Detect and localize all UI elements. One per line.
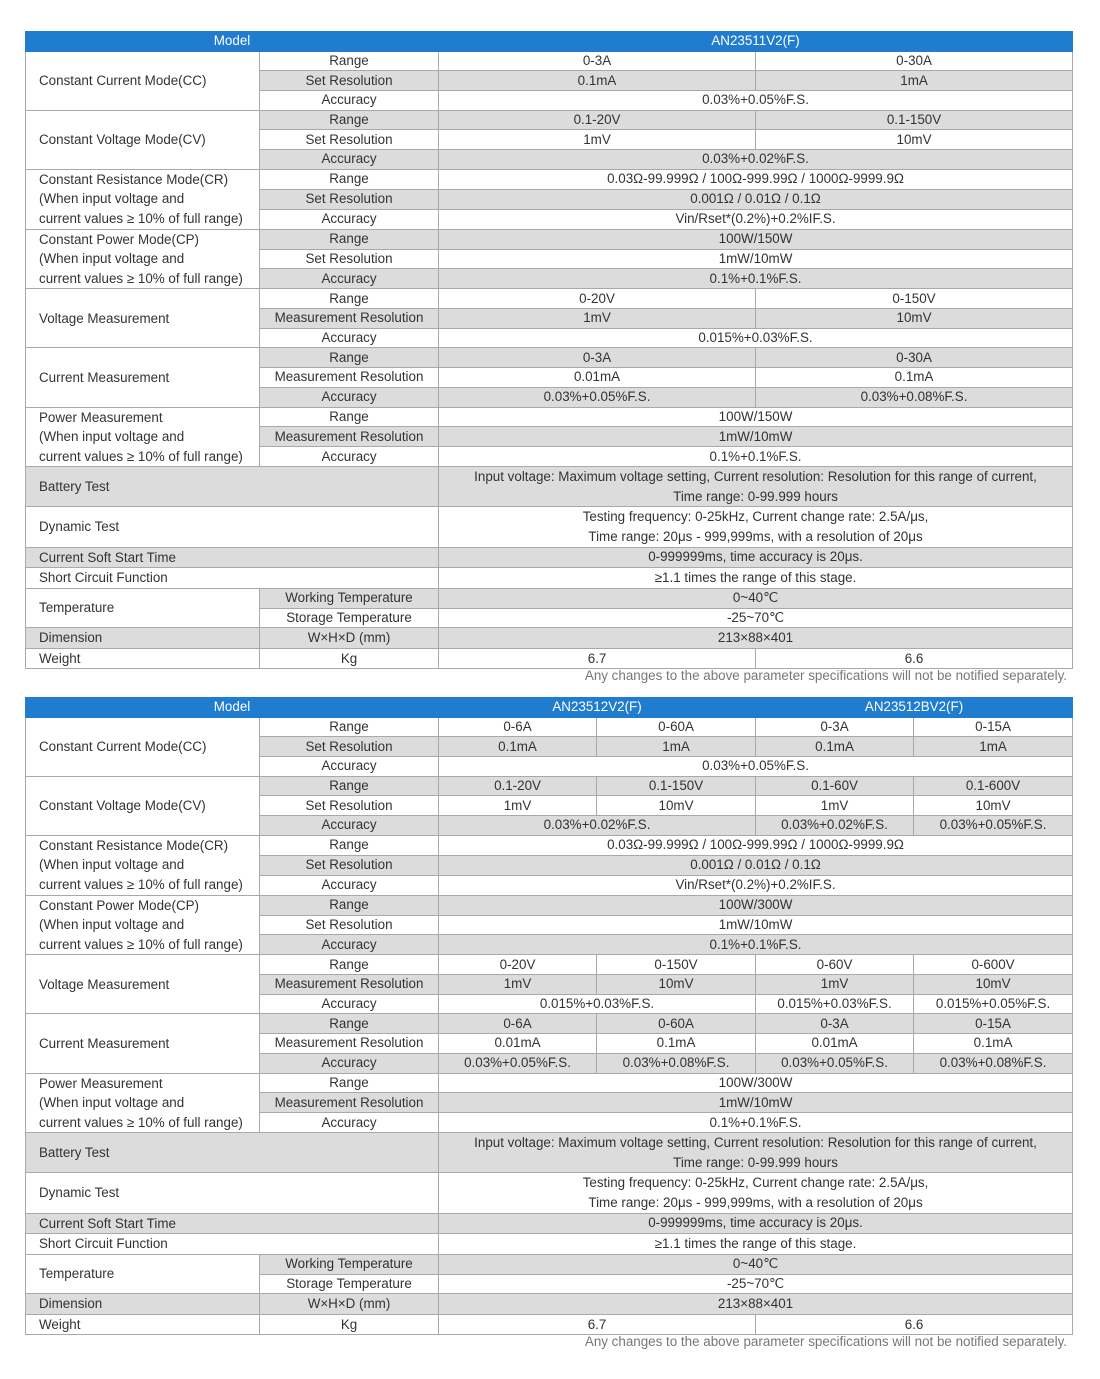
param-label: Set Resolution bbox=[260, 71, 439, 91]
row-category bbox=[26, 1073, 260, 1133]
param-label: Measurement Resolution bbox=[260, 368, 439, 388]
model-label: Model bbox=[26, 32, 439, 52]
value-cell: 0-20V bbox=[439, 289, 756, 309]
table-row bbox=[26, 547, 1073, 568]
value-cell: 0.1mA bbox=[756, 737, 914, 757]
param-label: Range bbox=[260, 169, 439, 189]
param-label: Working Temperature bbox=[260, 588, 439, 608]
row-category: Weight bbox=[26, 648, 260, 669]
table-row bbox=[26, 717, 1073, 737]
category-line: Constant Resistance Mode(CR) bbox=[39, 171, 229, 187]
value-cell: 10mV bbox=[756, 130, 1073, 150]
param-label: Accuracy bbox=[260, 816, 439, 836]
table-row bbox=[26, 1173, 1073, 1213]
value-cell: 0.015%+0.03%F.S. bbox=[439, 328, 1073, 348]
value-cell: 213×88×401 bbox=[439, 628, 1073, 649]
value-cell: 0.03%+0.05%F.S. bbox=[756, 1053, 914, 1073]
table-row bbox=[26, 1133, 1073, 1173]
value-cell bbox=[439, 467, 1073, 507]
value-cell: 10mV bbox=[756, 309, 1073, 329]
table-row bbox=[26, 1073, 1073, 1093]
table-row bbox=[26, 628, 1073, 649]
value-cell: 10mV bbox=[597, 796, 756, 816]
table-row bbox=[26, 1294, 1073, 1315]
value-cell: 0-20V bbox=[439, 955, 597, 975]
table-header-row bbox=[26, 698, 1073, 718]
value-cell: 0.03%+0.02%F.S. bbox=[439, 816, 756, 836]
value-cell bbox=[439, 507, 1073, 547]
param-label: Accuracy bbox=[260, 994, 439, 1014]
value-cell: 0-60A bbox=[597, 1014, 756, 1034]
param-label: W×H×D (mm) bbox=[260, 628, 439, 649]
value-cell: 0.1mA bbox=[914, 1034, 1073, 1054]
param-label: Accuracy bbox=[260, 757, 439, 777]
value-cell: 0.1-150V bbox=[756, 110, 1073, 130]
value-cell: 0-3A bbox=[439, 348, 756, 368]
value-cell: 6.6 bbox=[756, 1314, 1073, 1335]
value-cell: 0.03%+0.05%F.S. bbox=[439, 757, 1073, 777]
row-category: Short Circuit Function bbox=[26, 568, 439, 589]
value-cell: 0-60V bbox=[756, 955, 914, 975]
row-category: Battery Test bbox=[26, 467, 439, 507]
category-line: (When input voltage and bbox=[39, 917, 185, 933]
value-cell: 0.1mA bbox=[756, 368, 1073, 388]
value-cell: 10mV bbox=[914, 975, 1073, 995]
table-row bbox=[26, 507, 1073, 547]
value-cell: 0.1-20V bbox=[439, 110, 756, 130]
param-label: Range bbox=[260, 1014, 439, 1034]
category-line: current values ≥ 10% of full range) bbox=[39, 270, 243, 286]
table-row bbox=[26, 955, 1073, 975]
table-row bbox=[26, 588, 1073, 608]
table-row bbox=[26, 895, 1073, 915]
disclaimer-note: Any changes to the above parameter specifications will not be notified separately. bbox=[584, 668, 1067, 683]
category-line: Power Measurement bbox=[39, 1075, 163, 1091]
model-name: AN23511V2(F) bbox=[439, 32, 1073, 52]
param-label: Kg bbox=[260, 1314, 439, 1335]
param-label: Accuracy bbox=[260, 387, 439, 407]
param-label: Storage Temperature bbox=[260, 608, 439, 628]
table-row bbox=[26, 568, 1073, 589]
value-cell: 100W/150W bbox=[439, 407, 1073, 427]
value-cell: 0.1mA bbox=[597, 1034, 756, 1054]
value-cell: Vin/Rset*(0.2%)+0.2%IF.S. bbox=[439, 875, 1073, 895]
value-cell: 100W/150W bbox=[439, 229, 1073, 249]
value-cell: 0.03%+0.08%F.S. bbox=[914, 1053, 1073, 1073]
value-cell: 1mW/10mW bbox=[439, 915, 1073, 935]
table-row bbox=[26, 1213, 1073, 1234]
value-cell: 1mW/10mW bbox=[439, 427, 1073, 447]
value-cell: 0-999999ms, time accuracy is 20μs. bbox=[439, 547, 1073, 568]
category-line: current values ≥ 10% of full range) bbox=[39, 448, 243, 464]
row-category: Current Measurement bbox=[26, 1014, 260, 1073]
value-cell: 0.03%+0.05%F.S. bbox=[914, 816, 1073, 836]
value-line: Input voltage: Maximum voltage setting, Current resolution: Resolution for this range of current, bbox=[474, 1135, 1037, 1151]
category-line: (When input voltage and bbox=[39, 1095, 185, 1111]
param-label: Set Resolution bbox=[260, 130, 439, 150]
value-cell: 1mA bbox=[597, 737, 756, 757]
category-line: current values ≥ 10% of full range) bbox=[39, 211, 243, 226]
value-cell: 0.03%+0.08%F.S. bbox=[597, 1053, 756, 1073]
row-category: Dimension bbox=[26, 628, 260, 649]
row-category: Temperature bbox=[26, 588, 260, 627]
value-cell bbox=[439, 1173, 1073, 1213]
param-label: Set Resolution bbox=[260, 249, 439, 269]
model-name: AN23512BV2(F) bbox=[756, 698, 1073, 718]
param-label: Range bbox=[260, 955, 439, 975]
row-category bbox=[26, 407, 260, 467]
value-cell: 1mW/10mW bbox=[439, 1093, 1073, 1113]
param-label: Accuracy bbox=[260, 91, 439, 111]
disclaimer-note: Any changes to the above parameter specifications will not be notified separately. bbox=[584, 1334, 1067, 1349]
table-row bbox=[26, 110, 1073, 130]
param-label: Working Temperature bbox=[260, 1254, 439, 1274]
value-cell: 0-3A bbox=[439, 51, 756, 71]
value-cell: 0.03%+0.02%F.S. bbox=[439, 150, 1073, 170]
value-cell: 100W/300W bbox=[439, 895, 1073, 915]
param-label: Accuracy bbox=[260, 209, 439, 229]
value-cell: 0.1mA bbox=[439, 737, 597, 757]
value-cell: 100W/300W bbox=[439, 1073, 1073, 1093]
category-line: Constant Power Mode(CP) bbox=[39, 231, 200, 247]
value-line: Time range: 0-99.999 hours bbox=[673, 488, 838, 504]
param-label: Storage Temperature bbox=[260, 1274, 439, 1294]
value-line: Testing frequency: 0-25kHz, Current change rate: 2.5A/μs, bbox=[582, 1175, 929, 1191]
row-category: Voltage Measurement bbox=[26, 289, 260, 348]
table-row bbox=[26, 289, 1073, 309]
value-cell: 0.1%+0.1%F.S. bbox=[439, 447, 1073, 467]
value-cell: 0.03Ω-99.999Ω / 100Ω-999.99Ω / 1000Ω-9999.9Ω bbox=[439, 169, 1073, 189]
model-name: AN23512V2(F) bbox=[439, 698, 756, 718]
value-cell: 6.7 bbox=[439, 648, 756, 669]
row-category: Voltage Measurement bbox=[26, 955, 260, 1014]
row-category: Current Soft Start Time bbox=[26, 1213, 439, 1234]
param-label: Range bbox=[260, 229, 439, 249]
row-category: Constant Voltage Mode(CV) bbox=[26, 110, 260, 169]
param-label: Range bbox=[260, 717, 439, 737]
value-cell: 0-999999ms, time accuracy is 20μs. bbox=[439, 1213, 1073, 1234]
value-cell: 0-60A bbox=[597, 717, 756, 737]
category-line: current values ≥ 10% of full range) bbox=[39, 1114, 243, 1130]
category-line: (When input voltage and bbox=[39, 191, 185, 207]
value-cell: 0.03%+0.05%F.S. bbox=[439, 1053, 597, 1073]
value-cell: 10mV bbox=[597, 975, 756, 995]
value-cell: 1mV bbox=[756, 796, 914, 816]
value-cell: 0-30A bbox=[756, 348, 1073, 368]
category-line: current values ≥ 10% of full range) bbox=[39, 936, 243, 952]
row-category bbox=[26, 835, 260, 895]
model-label: Model bbox=[26, 698, 439, 718]
param-label: Kg bbox=[260, 648, 439, 669]
value-cell: 0.1%+0.1%F.S. bbox=[439, 1113, 1073, 1133]
value-cell: 0.03%+0.08%F.S. bbox=[756, 387, 1073, 407]
row-category: Dynamic Test bbox=[26, 1173, 439, 1213]
value-cell: 1mV bbox=[439, 796, 597, 816]
param-label: Range bbox=[260, 289, 439, 309]
row-category: Dimension bbox=[26, 1294, 260, 1315]
value-cell: 0-150V bbox=[756, 289, 1073, 309]
value-cell: 0~40℃ bbox=[439, 588, 1073, 608]
table-row bbox=[26, 835, 1073, 855]
value-cell: 0.01mA bbox=[439, 1034, 597, 1054]
value-cell: 6.7 bbox=[439, 1314, 756, 1335]
value-cell: 0.1%+0.1%F.S. bbox=[439, 935, 1073, 955]
param-label: Set Resolution bbox=[260, 796, 439, 816]
table-row bbox=[26, 1234, 1073, 1255]
table-row bbox=[26, 1254, 1073, 1274]
category-line: (When input voltage and bbox=[39, 251, 185, 267]
value-cell: 0.03Ω-99.999Ω / 100Ω-999.99Ω / 1000Ω-9999.9Ω bbox=[439, 835, 1073, 855]
row-category: Weight bbox=[26, 1314, 260, 1335]
param-label: Set Resolution bbox=[260, 737, 439, 757]
param-label: Accuracy bbox=[260, 875, 439, 895]
param-label: Range bbox=[260, 835, 439, 855]
value-cell: 0~40℃ bbox=[439, 1254, 1073, 1274]
value-cell bbox=[439, 1133, 1073, 1173]
value-cell: 10mV bbox=[914, 796, 1073, 816]
table-row bbox=[26, 648, 1073, 669]
param-label: Range bbox=[260, 348, 439, 368]
param-label: Accuracy bbox=[260, 269, 439, 289]
value-cell: 0.001Ω / 0.01Ω / 0.1Ω bbox=[439, 189, 1073, 209]
param-label: Range bbox=[260, 776, 439, 796]
param-label: Measurement Resolution bbox=[260, 1034, 439, 1054]
value-cell: 0-3A bbox=[756, 1014, 914, 1034]
value-cell: 0.1mA bbox=[439, 71, 756, 91]
param-label: Set Resolution bbox=[260, 855, 439, 875]
category-line: (When input voltage and bbox=[39, 857, 185, 873]
row-category: Temperature bbox=[26, 1254, 260, 1293]
param-label: Set Resolution bbox=[260, 189, 439, 209]
value-line: Testing frequency: 0-25kHz, Current change rate: 2.5A/μs, bbox=[582, 509, 929, 525]
table-header-row bbox=[26, 32, 1073, 52]
value-cell: 0.01mA bbox=[756, 1034, 914, 1054]
param-label: Accuracy bbox=[260, 935, 439, 955]
param-label: Range bbox=[260, 1073, 439, 1093]
row-category: Current Soft Start Time bbox=[26, 547, 439, 568]
param-label: Measurement Resolution bbox=[260, 309, 439, 329]
value-cell: 0-600V bbox=[914, 955, 1073, 975]
value-cell: 0.03%+0.05%F.S. bbox=[439, 91, 1073, 111]
value-cell: 0.015%+0.03%F.S. bbox=[756, 994, 914, 1014]
value-cell: 0-6A bbox=[439, 1014, 597, 1034]
param-label: Measurement Resolution bbox=[260, 975, 439, 995]
param-label: Accuracy bbox=[260, 150, 439, 170]
value-cell: 1mW/10mW bbox=[439, 249, 1073, 269]
value-cell: 0.03%+0.05%F.S. bbox=[439, 387, 756, 407]
row-category: Constant Voltage Mode(CV) bbox=[26, 776, 260, 835]
value-cell: ≥1.1 times the range of this stage. bbox=[439, 568, 1073, 589]
table-row bbox=[26, 348, 1073, 368]
value-cell: 0-30A bbox=[756, 51, 1073, 71]
value-cell: 0.1-60V bbox=[756, 776, 914, 796]
category-line: Constant Resistance Mode(CR) bbox=[39, 837, 229, 853]
value-cell: 0.015%+0.03%F.S. bbox=[439, 994, 756, 1014]
param-label: Accuracy bbox=[260, 1053, 439, 1073]
row-category: Short Circuit Function bbox=[26, 1234, 439, 1255]
value-cell: ≥1.1 times the range of this stage. bbox=[439, 1234, 1073, 1255]
row-category: Constant Current Mode(CC) bbox=[26, 51, 260, 110]
category-line: Constant Power Mode(CP) bbox=[39, 897, 200, 913]
param-label: Range bbox=[260, 110, 439, 130]
param-label: Accuracy bbox=[260, 1113, 439, 1133]
param-label: Range bbox=[260, 407, 439, 427]
spec-table-an23511v2f bbox=[25, 31, 1073, 669]
param-label: Measurement Resolution bbox=[260, 427, 439, 447]
value-cell: 0-6A bbox=[439, 717, 597, 737]
param-label: W×H×D (mm) bbox=[260, 1294, 439, 1315]
value-cell: -25~70℃ bbox=[439, 608, 1073, 628]
table-row bbox=[26, 169, 1073, 189]
spec-table-an23512v2f bbox=[25, 697, 1073, 1335]
value-line: Time range: 0-99.999 hours bbox=[673, 1154, 838, 1170]
category-line: Power Measurement bbox=[39, 409, 163, 425]
table-row bbox=[26, 467, 1073, 507]
table-row bbox=[26, 1314, 1073, 1335]
value-cell: Vin/Rset*(0.2%)+0.2%IF.S. bbox=[439, 209, 1073, 229]
value-cell: 213×88×401 bbox=[439, 1294, 1073, 1315]
value-cell: 0.001Ω / 0.01Ω / 0.1Ω bbox=[439, 855, 1073, 875]
value-cell: 1mV bbox=[439, 975, 597, 995]
value-cell: 0.1-150V bbox=[597, 776, 756, 796]
value-cell: 0.015%+0.05%F.S. bbox=[914, 994, 1073, 1014]
value-cell: 1mA bbox=[914, 737, 1073, 757]
table-row bbox=[26, 1014, 1073, 1034]
value-cell: 0.03%+0.02%F.S. bbox=[756, 816, 914, 836]
value-cell: 6.6 bbox=[756, 648, 1073, 669]
value-cell: 0-15A bbox=[914, 1014, 1073, 1034]
table-row bbox=[26, 51, 1073, 71]
value-cell: 0.1-20V bbox=[439, 776, 597, 796]
value-cell: 0.1-600V bbox=[914, 776, 1073, 796]
value-cell: 0-150V bbox=[597, 955, 756, 975]
row-category: Current Measurement bbox=[26, 348, 260, 407]
table-row bbox=[26, 407, 1073, 427]
param-label: Range bbox=[260, 51, 439, 71]
row-category bbox=[26, 895, 260, 955]
row-category: Battery Test bbox=[26, 1133, 439, 1173]
table-row bbox=[26, 776, 1073, 796]
category-line: (When input voltage and bbox=[39, 429, 185, 445]
row-category bbox=[26, 169, 260, 229]
param-label: Accuracy bbox=[260, 328, 439, 348]
row-category: Constant Current Mode(CC) bbox=[26, 717, 260, 776]
param-label: Accuracy bbox=[260, 447, 439, 467]
value-cell: 1mV bbox=[756, 975, 914, 995]
value-cell: -25~70℃ bbox=[439, 1274, 1073, 1294]
value-line: Time range: 20μs - 999,999ms, with a resolution of 20μs bbox=[588, 529, 923, 545]
value-cell: 0.1%+0.1%F.S. bbox=[439, 269, 1073, 289]
value-line: Input voltage: Maximum voltage setting, Current resolution: Resolution for this range of current, bbox=[474, 469, 1037, 485]
param-label: Measurement Resolution bbox=[260, 1093, 439, 1113]
value-cell: 1mV bbox=[439, 130, 756, 150]
table-row bbox=[26, 229, 1073, 249]
value-cell: 0.01mA bbox=[439, 368, 756, 388]
value-cell: 0-3A bbox=[756, 717, 914, 737]
value-cell: 1mV bbox=[439, 309, 756, 329]
value-cell: 0-15A bbox=[914, 717, 1073, 737]
value-line: Time range: 20μs - 999,999ms, with a resolution of 20μs bbox=[588, 1195, 923, 1211]
row-category bbox=[26, 229, 260, 289]
value-cell: 1mA bbox=[756, 71, 1073, 91]
category-line: current values ≥ 10% of full range) bbox=[39, 877, 243, 892]
param-label: Range bbox=[260, 895, 439, 915]
row-category: Dynamic Test bbox=[26, 507, 439, 547]
param-label: Set Resolution bbox=[260, 915, 439, 935]
